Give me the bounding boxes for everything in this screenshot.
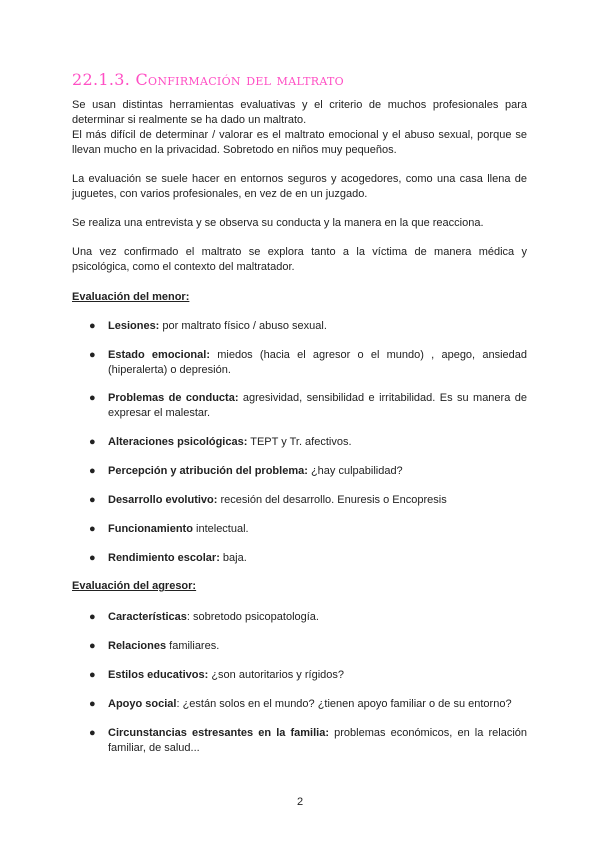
list-item <box>89 551 527 566</box>
item-text: miedos (hacia el agresor o el mundo) , apego, ansiedad (hiperalerta) o depresión. <box>108 349 527 376</box>
item-label: Estado emocional: <box>108 349 210 361</box>
item-text: recesión del desarrollo. Enuresis o Encopresis <box>217 494 447 506</box>
paragraph: Una vez confirmado el maltrato se explora tanto a la víctima de manera médica y psicológica, como el contexto del maltratador. <box>72 246 527 273</box>
item-label: Apoyo social <box>108 698 177 710</box>
bullet-icon: ● <box>89 436 96 448</box>
paragraph: Se usan distintas herramientas evaluativas y el criterio de muchos profesionales para determinar si realmente se ha dado un maltrato. <box>72 99 527 126</box>
item-text: problemas económicos, en la relación familiar, de salud... <box>108 727 527 754</box>
list-item <box>89 697 527 712</box>
paragraph: Se realiza una entrevista y se observa su conducta y la manera en la que reacciona. <box>72 217 484 229</box>
page-number: 2 <box>296 796 304 808</box>
bullet-icon: ● <box>89 640 96 652</box>
bullet-icon: ● <box>89 320 96 332</box>
item-label: Percepción y atribución del problema: <box>108 465 308 477</box>
item-label: Alteraciones psicológicas: <box>108 436 248 448</box>
item-label: Funcionamiento <box>108 523 193 535</box>
item-label: Estilos educativos: <box>108 669 209 681</box>
item-text: ¿son autoritarios y rígidos? <box>208 669 344 681</box>
list-item <box>89 493 527 508</box>
paragraph: El más difícil de determinar / valorar es el maltrato emocional y el abuso sexual, porque se llevan mucho en la privacidad. Sobretodo en niños muy pequeños. <box>72 129 527 156</box>
item-text: ¿hay culpabilidad? <box>307 465 403 477</box>
item-text: : ¿están solos en el mundo? ¿tienen apoyo familiar o de su entorno? <box>176 698 512 710</box>
list-item <box>89 391 527 421</box>
item-text: baja. <box>219 552 247 564</box>
item-label: Rendimiento escolar: <box>108 552 220 564</box>
item-text: TEPT y Tr. afectivos. <box>247 436 352 448</box>
bullet-icon: ● <box>89 523 96 535</box>
list-item <box>89 464 527 479</box>
item-text: por maltrato físico / abuso sexual. <box>159 320 327 332</box>
bullet-icon: ● <box>89 465 96 477</box>
item-text: intelectual. <box>192 523 249 535</box>
bullet-icon: ● <box>89 392 96 404</box>
bullet-icon: ● <box>89 494 96 506</box>
list-item <box>89 726 527 756</box>
list-item <box>89 668 527 683</box>
list-item <box>89 348 527 378</box>
bullet-icon: ● <box>89 727 96 739</box>
item-label: Características <box>108 611 187 623</box>
menor-heading: Evaluación del menor: <box>72 291 190 303</box>
item-label: Desarrollo evolutivo: <box>108 494 218 506</box>
item-label: Relaciones <box>108 640 167 652</box>
item-label: Problemas de conducta: <box>108 392 239 404</box>
list-item <box>89 522 527 537</box>
section-title: 22.1.3. Confirmación del maltrato <box>72 70 344 89</box>
bullet-icon: ● <box>89 669 96 681</box>
paragraph: La evaluación se suele hacer en entornos seguros y acogedores, como una casa llena de juguetes, con varios profesionales, en vez de en un juzgado. <box>72 173 527 200</box>
bullet-icon: ● <box>89 698 96 710</box>
item-label: Lesiones: <box>108 320 160 332</box>
bullet-icon: ● <box>89 611 96 623</box>
list-item <box>89 610 527 625</box>
item-text: familiares. <box>166 640 220 652</box>
item-text: agresividad, sensibilidad e irritabilidad. Es su manera de expresar el malestar. <box>108 392 527 419</box>
list-item <box>89 319 527 334</box>
list-item <box>89 435 527 450</box>
bullet-icon: ● <box>89 552 96 564</box>
agresor-heading: Evaluación del agresor: <box>72 580 197 592</box>
bullet-icon: ● <box>89 349 96 361</box>
item-text: : sobretodo psicopatología. <box>186 611 319 623</box>
list-item <box>89 639 527 654</box>
item-label: Circunstancias estresantes en la familia: <box>108 727 329 739</box>
